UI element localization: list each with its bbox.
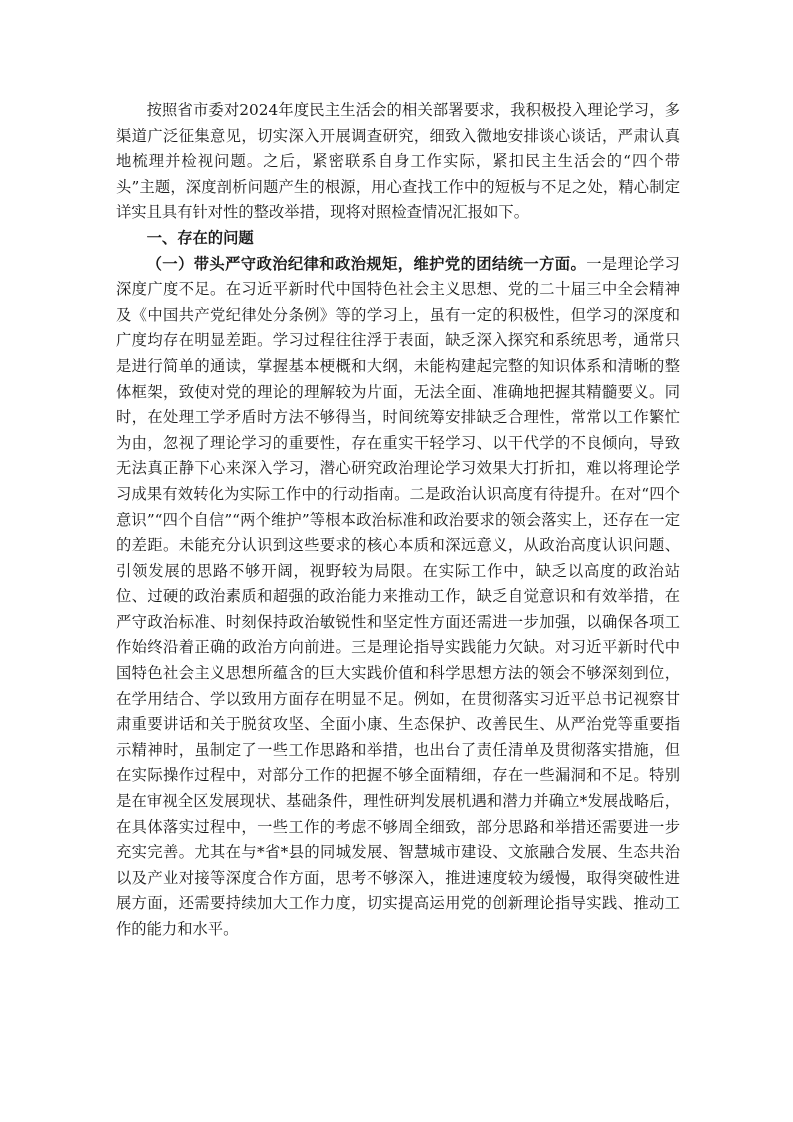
subsection-lead: （一）带头严守政治纪律和政治规矩，维护党的团结统一方面。 xyxy=(146,254,587,273)
subsection-body: 一是理论学习深度广度不足。在习近平新时代中国特色社会主义思想、党的二十届三中全会精神及《中国共产党纪律处分条例》等的学习上，虽有一定的积极性，但学习的深度和广度均存在明显差距。学习过程往往浮于表面，缺乏深入探究和系统思考，通常只是进行简单的通读，掌握基本梗概和大纲，未能构建起完整的知识体系和清晰的整体框架，致使对党的理论的理解较为片面，无法全面、准确地把握其精髓要义。同时，在处理工学矛盾时方法不够得当，时间统筹安排缺乏合理性，常常以工作繁忙为由，忽视了理论学习的重要性，存在重实干轻学习、以干代学的不良倾向，导致无法真正静下心来深入学习，潜心研究政治理论学习效果大打折扣，难以将理论学习成果有效转化为实际工作中的行动指南。二是政治认识高度有待提升。在对“四个意识”“四个自信”“两个维护”等根本政治标准和政治要求的领会落实上，还存在一定的差距。未能充分认识到这些要求的核心本质和深远意义，从政治高度认识问题、引领发展的思路不够开阔，视野较为局限。在实际工作中，缺乏以高度的政治站位、过硬的政治素质和超强的政治能力来推动工作，缺乏自觉意识和有效举措，在严守政治标准、时刻保持政治敏锐性和坚定性方面还需进一步加强，以确保各项工作始终沿着正确的政治方向前进。三是理论指导实践能力欠缺。对习近平新时代中国特色社会主义思想所蕴含的巨大实践价值和科学思想方法的领会不够深刻到位，在学用结合、学以致用方面存在明显不足。例如，在贯彻落实习近平总书记视察甘肃重要讲话和关于脱贫攻坚、全面小康、生态保护、改善民生、从严治党等重要指示精神时，虽制定了一些工作思路和举措，也出台了责任清单及贯彻落实措施，但在实际操作过程中，对部分工作的把握不够全面精细，存在一些漏洞和不足。特别是在审视全区发展现状、基础条件，理性研判发展机遇和潜力并确立*发展战略后，在具体落实过程中，一些工作的考虑不够周全细致，部分思路和举措还需要进一步充实完善。尤其在与*省*县的同城发展、智慧城市建设、文旅融合发展、生态共治以及产业对接等深度合作方面，思考不够深入，推进速度较为缓慢，取得突破性进展方面，还需要持续加大工作力度，切实提高运用党的创新理论指导实践、推动工作的能力和水平。 xyxy=(116,254,680,938)
subsection-paragraph xyxy=(116,252,680,943)
section-heading: 一、存在的问题 xyxy=(146,228,254,247)
document-body xyxy=(116,98,680,943)
intro-paragraph: 按照省市委对2024年度民主生活会的相关部署要求，我积极投入理论学习，多渠道广泛征集意见，切实深入开展调查研究，细致入微地安排谈心谈话，严肃认真地梳理并检视问题。之后，紧密联系自身工作实际，紧扣民主生活会的“四个带头”主题，深度剖析问题产生的根源，用心查找工作中的短板与不足之处，精心制定详实且具有针对性的整改举措，现将对照检查情况汇报如下。 xyxy=(116,101,680,222)
